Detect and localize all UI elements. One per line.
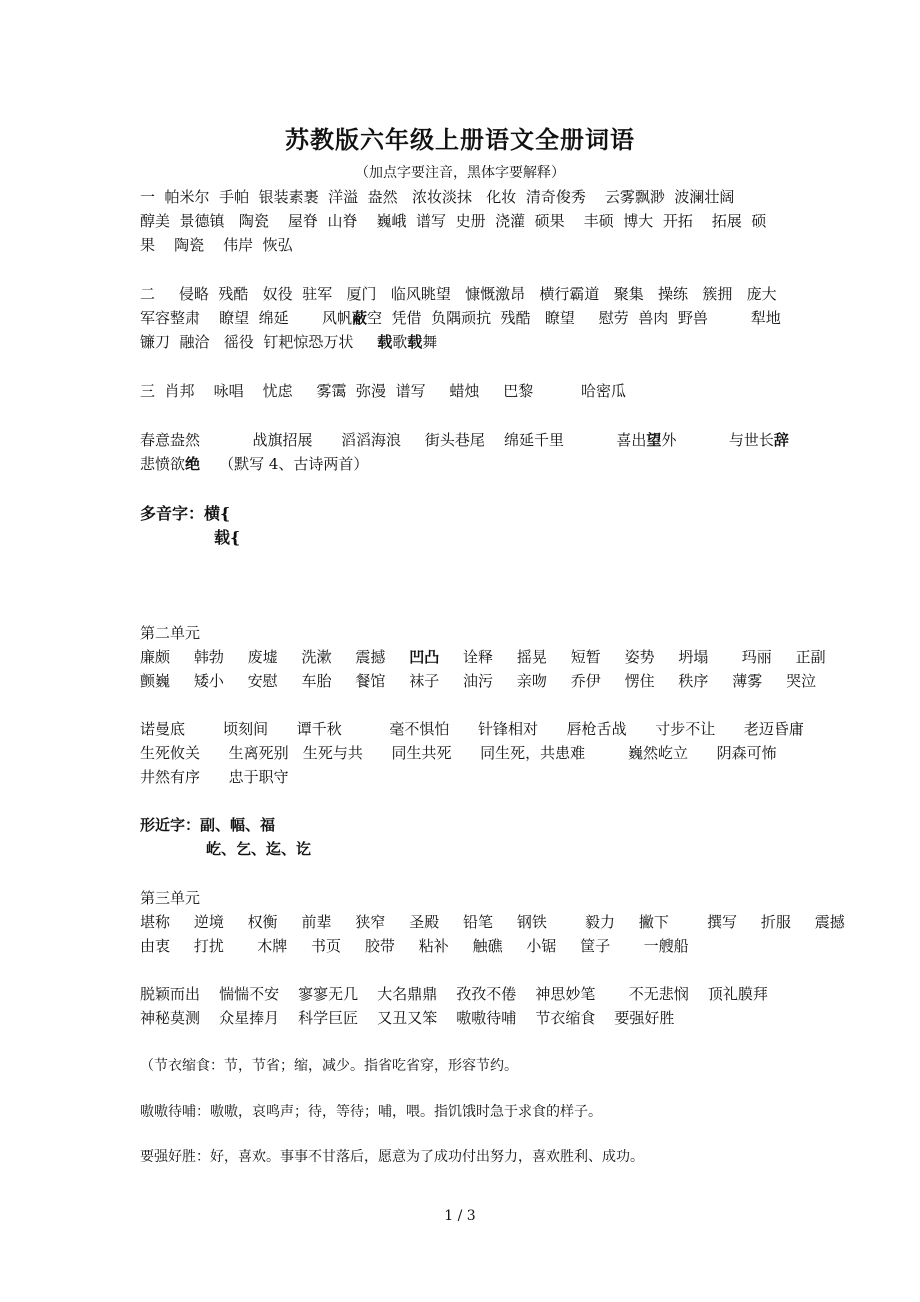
- unit1-line1: 一 帕米尔 手帕 银装素裹 洋溢 盎然 浓妆淡抹 化妆 清奇俊秀 云雾飘渺 波澜壮阔: [140, 188, 735, 206]
- bold-char: 载: [407, 333, 423, 351]
- page-number: 1 / 3: [444, 1208, 476, 1224]
- unit-two-row1: [140, 646, 826, 667]
- explanation-3: 要强好胜：好，喜欢。事事不甘落后，愿意为了成功付出努力，喜欢胜利、成功。: [140, 1149, 644, 1165]
- unit-two-heading: 第二单元: [140, 624, 201, 642]
- unit-three-row4: 神秘莫测 众星捧月 科学巨匠 又丑又笨 嗷嗷待哺 节衣缩食 要强好胜: [140, 1009, 675, 1027]
- idioms-line1-a: 春意盎然 战旗招展 滔滔海浪 街头巷尾 绵延千里 喜出: [140, 431, 647, 449]
- unit-two-row1-c: 诠释 摇晃 短暂 姿势 坍塌 玛丽 正副: [439, 648, 826, 666]
- bold-char: 蔽: [352, 309, 368, 327]
- explanation-1: （节衣缩食：节，节省；缩，减少。指省吃省穿，形容节约。: [140, 1058, 518, 1074]
- unit-two-row2: 颤巍 矮小 安慰 车胎 餐馆 袜子 油污 亲吻 乔伊 愣住 秩序 薄雾 哭泣: [140, 672, 817, 690]
- unit-three-row1: 堪称 逆境 权衡 前辈 狭窄 圣殿 铅笔 钢铁 毅力 撇下 撰写 折服 震撼: [140, 913, 845, 931]
- bold-word: 凹凸: [409, 648, 440, 666]
- idioms-line1-c: 外 与世长: [661, 431, 774, 449]
- unit-two-row3: 诺曼底 顷刻间 谭千秋 毫不惧怕 针锋相对 唇枪舌战 寸步不让 老迈昏庸: [140, 720, 804, 738]
- bold-char: 绝: [185, 455, 201, 473]
- unit2-line3: [140, 331, 437, 352]
- idioms-line2-a: 悲愤欲: [140, 455, 186, 473]
- similar-chars-label: 形近字：副、幅、福: [140, 816, 276, 834]
- page-title: 苏教版六年级上册语文全册词语: [285, 125, 635, 154]
- unit2-line3-end: 舞: [422, 333, 438, 351]
- bold-char: 载: [377, 333, 393, 351]
- idioms-line2: [140, 453, 368, 474]
- unit1-line3: 果 陶瓷 伟岸 恢弘: [140, 236, 293, 254]
- unit-three-row2: 由衷 打扰 木牌 书页 胶带 粘补 触礁 小锯 筐子 一艘船: [140, 937, 689, 955]
- unit3-line1: 三 肖邦 咏唱 忧虑 雾霭 弥漫 谱写 蜡烛 巴黎 哈密瓜: [140, 382, 626, 400]
- idioms-line1: [140, 429, 789, 450]
- unit2-line3-text: 镰刀 融洽 徭役 钉耙惊恐万状: [140, 333, 378, 351]
- unit-two-row1-a: 廉颇 韩勃 废墟 洗漱 震撼: [140, 648, 410, 666]
- bold-char: 辞: [773, 431, 789, 449]
- similar-chars-second: 屹、乞、迄、讫: [206, 840, 312, 858]
- unit2-line3-mid: 歌: [392, 333, 408, 351]
- unit-two-row4: 生死攸关 生离死别 生死与共 同生共死 同生死，共患难 巍然屹立 阴森可怖: [140, 744, 777, 762]
- polyphonic-second: 载{: [214, 528, 241, 547]
- unit2-line2: [140, 307, 781, 328]
- unit-two-row5: 井然有序 忠于职守: [140, 768, 289, 786]
- unit1-line2: 醇美 景德镇 陶瓷 屋脊 山脊 巍峨 谱写 史册 浇灌 硕果 丰硕 博大 开拓 拓展 硕: [140, 212, 767, 230]
- unit-three-heading: 第三单元: [140, 889, 201, 907]
- bold-char: 望: [646, 431, 662, 449]
- unit2-line1: 二 侵略 残酷 奴役 驻军 厦门 临风眺望 慷慨激昂 横行霸道 聚集 操练 簇拥 庞大: [140, 285, 777, 303]
- page-subtitle: （加点字要注音，黑体字要解释）: [355, 165, 565, 181]
- unit-three-row3: 脱颖而出 惴惴不安 寥寥无几 大名鼎鼎 孜孜不倦 神思妙笔 不无悲悯 顶礼膜拜: [140, 985, 768, 1003]
- unit2-line2-text: 军容整肃 瞭望 绵延 风帆: [140, 309, 352, 327]
- unit2-line2-rest: 空 凭借 负隅顽抗 残酷 瞭望 慰劳 兽肉 野兽 犁地: [367, 309, 781, 327]
- explanation-2: 嗷嗷待哺：嗷嗷，哀鸣声；待，等待；哺，喂。指饥饿时急于求食的样子。: [140, 1104, 602, 1120]
- polyphonic-label: 多音字：横{: [140, 504, 231, 523]
- idioms-line2-c: （默写 4、古诗两首）: [200, 455, 369, 473]
